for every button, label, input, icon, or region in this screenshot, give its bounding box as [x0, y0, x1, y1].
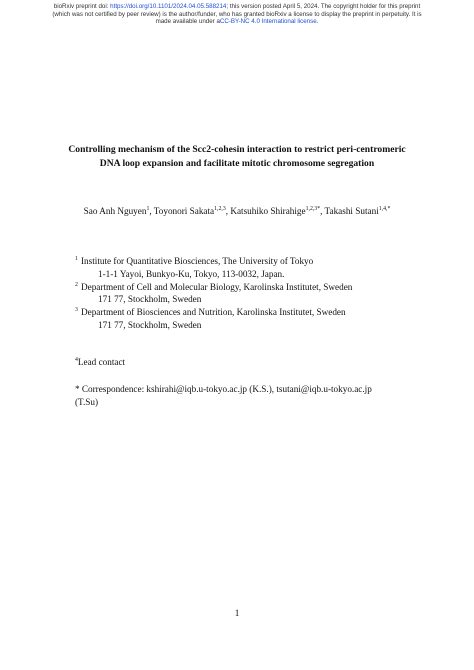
- affiliation-line: Institute for Quantitative Biosciences, The University of Tokyo: [81, 256, 314, 266]
- title-line-1: Controlling mechanism of the Scc2-cohesin interaction to restrict peri-centromeric: [68, 144, 406, 155]
- author-name: Katsuhiko Shirahige: [230, 206, 306, 216]
- page-number: 1: [234, 608, 240, 618]
- header-line-1: [28, 3, 446, 11]
- doi-link[interactable]: https://doi.org/10.1101/2024.04.05.588214: [110, 3, 227, 10]
- preprint-header: [28, 3, 446, 26]
- affiliation-number: 1: [75, 256, 78, 262]
- author-affiliation-marker: 1,2,3*: [305, 206, 321, 212]
- author-separator: ,: [225, 206, 231, 216]
- affiliation-item: [75, 255, 435, 281]
- paper-title: [40, 143, 434, 170]
- header-copyright-text: ; this version posted April 5, 2024. The copyright holder for this preprint: [226, 3, 421, 10]
- author-affiliation-marker: 1,4,*: [378, 206, 391, 212]
- affiliation-address: 1-1-1 Yayoi, Bunkyo-Ku, Tokyo, 113-0032, Japan.: [98, 268, 285, 279]
- header-line-2: (which was not certified by peer review) is the author/funder, who has granted bioRxiv a license to display the preprint in perpetuity. It is: [52, 10, 422, 18]
- author-separator: ,: [320, 206, 325, 216]
- lead-contact-note: [75, 356, 125, 368]
- affiliation-address: 171 77, Stockholm, Sweden: [98, 319, 202, 330]
- correspondence-note: [75, 383, 420, 408]
- license-link[interactable]: CC-BY-NC 4.0 International license: [219, 18, 317, 26]
- affiliation-list: [75, 255, 435, 332]
- author-name: Takashi Sutani: [324, 206, 379, 216]
- affiliation-line: Department of Biosciences and Nutrition, Karolinska Institutet, Sweden: [81, 307, 346, 318]
- header-line-3: [28, 18, 446, 26]
- lead-contact-label: Lead contact: [77, 357, 126, 367]
- affiliation-address: 171 77, Stockholm, Sweden: [98, 294, 202, 305]
- affiliation-item: [75, 306, 435, 332]
- correspondence-line-2: (T.Su): [75, 396, 99, 407]
- author-name: Toyonori Sakata: [153, 206, 215, 216]
- author-affiliation-marker: 1,2,3: [214, 206, 226, 212]
- title-line-2: DNA loop expansion and facilitate mitotic chromosome segregation: [99, 157, 375, 169]
- affiliation-item: [75, 281, 435, 307]
- author-list: [40, 205, 434, 217]
- author-name: Sao Anh Nguyen: [83, 206, 147, 216]
- affiliation-line: Department of Cell and Molecular Biology, Karolinska Institutet, Sweden: [81, 281, 353, 292]
- author-affiliation-marker: 1: [146, 206, 150, 212]
- header-doi-prefix: bioRxiv preprint doi:: [53, 3, 111, 10]
- affiliation-number: 3: [75, 307, 78, 314]
- lead-contact-marker: 4: [75, 357, 78, 363]
- author-separator: ,: [149, 206, 154, 216]
- affiliation-number: 2: [75, 281, 78, 288]
- correspondence-line-1: * Correspondence: kshirahi@iqb.u-tokyo.ac.jp (K.S.), tsutani@iqb.u-tokyo.ac.jp: [75, 384, 372, 394]
- header-license-suffix: .: [316, 18, 319, 26]
- header-license-prefix: made available under a: [155, 18, 220, 26]
